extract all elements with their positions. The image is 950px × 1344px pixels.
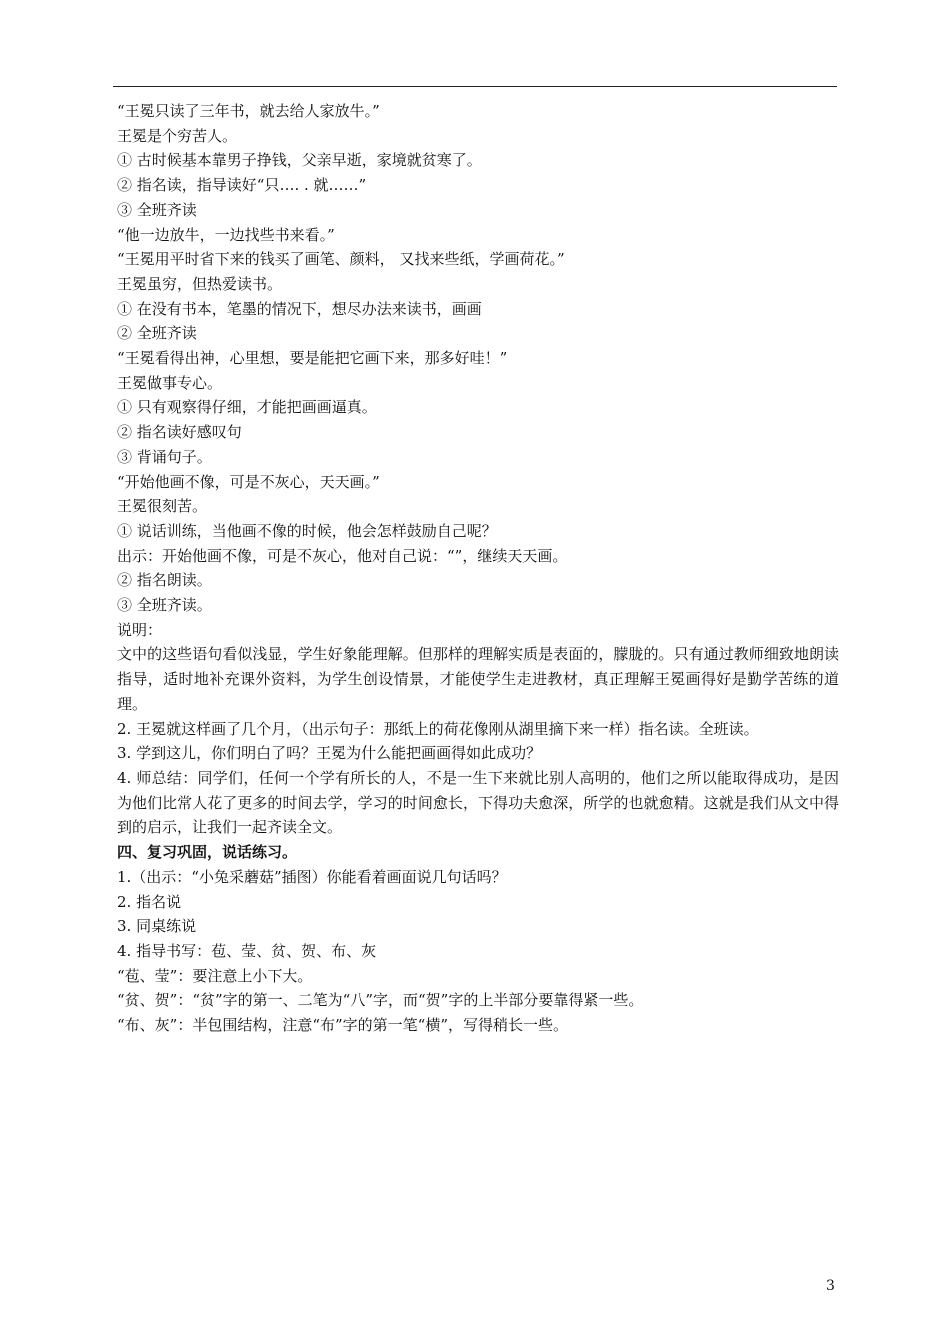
text-line: ① 只有观察得仔细，才能把画画逼真。 bbox=[117, 398, 377, 417]
document-body bbox=[117, 99, 839, 1038]
text-line: 3. 同桌练说 bbox=[117, 917, 197, 936]
text-line: ② 指名读，指导读好“只…. . 就……” bbox=[117, 176, 367, 195]
text-line: ① 在没有书本，笔墨的情况下，想尽办法来读书，画画 bbox=[117, 299, 482, 318]
text-line: “开始他画不像，可是不灰心，天天画。” bbox=[117, 472, 380, 491]
text-line: 4. 指导书写：苞、莹、贫、贺、布、灰 bbox=[117, 941, 377, 960]
text-line: 王冕很刻苦。 bbox=[117, 497, 208, 516]
text-line: 2. 指名说 bbox=[117, 892, 182, 911]
text-line: “布、灰”：半包围结构，注意“布”字的第一笔“横”，写得稍长一些。 bbox=[117, 1016, 569, 1035]
text-line: 王冕虽穷，但热爱读书。 bbox=[117, 274, 283, 293]
text-line: 王冕是个穷苦人。 bbox=[117, 126, 238, 145]
text-line: ② 指名朗读。 bbox=[117, 571, 212, 590]
text-line: 王冕做事专心。 bbox=[117, 373, 223, 392]
text-line: “王冕看得出神，心里想，要是能把它画下来，那多好哇！” bbox=[117, 349, 508, 368]
explanation-paragraph: 文中的这些语句看似浅显，学生好象能理解。但那样的理解实质是表面的，朦胧的。只有通过教师细致地朗读指导，适时地补充课外资料，为学生创设情景，才能使学生走进教材，真正理解王冕画得好是勤学苦练的道理。 bbox=[117, 645, 839, 713]
text-line: “王冕只读了三年书，就去给人家放牛。” bbox=[117, 102, 380, 120]
text-line: “王冕用平时省下来的钱买了画笔、颜料， 又找来些纸，学画荷花。” bbox=[117, 250, 565, 269]
text-line: ③ 背诵句子。 bbox=[117, 447, 212, 466]
text-line: ② 全班齐读 bbox=[117, 324, 197, 343]
text-line: ③ 全班齐读 bbox=[117, 200, 197, 219]
text-line: “苞、莹”：要注意上小下大。 bbox=[117, 966, 313, 985]
text-line: ① 古时候基本靠男子挣钱，父亲早逝，家境就贫寒了。 bbox=[117, 151, 482, 170]
page-number: 3 bbox=[826, 1278, 835, 1294]
section-heading: 四、复习巩固，说话练习。 bbox=[117, 843, 298, 862]
step-paragraph: 3. 学到这儿，你们明白了吗？王冕为什么能把画画得如此成功？ bbox=[117, 744, 542, 763]
step-paragraph: 2. 王冕就这样画了几个月，（出示句子：那纸上的荷花像刚从湖里摘下来一样）指名读。全班读。 bbox=[117, 719, 759, 738]
text-line: “他一边放牛，一边找些书来看。” bbox=[117, 225, 335, 244]
text-line: ③ 全班齐读。 bbox=[117, 596, 212, 615]
text-line: ① 说话训练，当他画不像的时候，他会怎样鼓励自己呢？ bbox=[117, 521, 497, 540]
text-line: 1.（出示：“小兔采蘑菇”插图）你能看着画面说几句话吗？ bbox=[117, 867, 507, 886]
text-line: ② 指名读好感叹句 bbox=[117, 423, 242, 442]
text-line: 出示：开始他画不像，可是不灰心，他对自己说：“”，继续天天画。 bbox=[117, 546, 568, 565]
text-line: 说明： bbox=[117, 620, 163, 639]
summary-paragraph: 4. 师总结：同学们，任何一个学有所长的人，不是一生下来就比别人高明的，他们之所以能取得成功，是因为他们比常人花了更多的时间去学，学习的时间愈长，下得功夫愈深，所学的也就愈精。这就是我们从文中得到的启示，让我们一起齐读全文。 bbox=[117, 768, 839, 837]
text-line: “贫、贺”：“贫”字的第一、二笔为“八”字，而“贺”字的上半部分要靠得紧一些。 bbox=[117, 991, 644, 1010]
header-rule bbox=[113, 86, 837, 87]
